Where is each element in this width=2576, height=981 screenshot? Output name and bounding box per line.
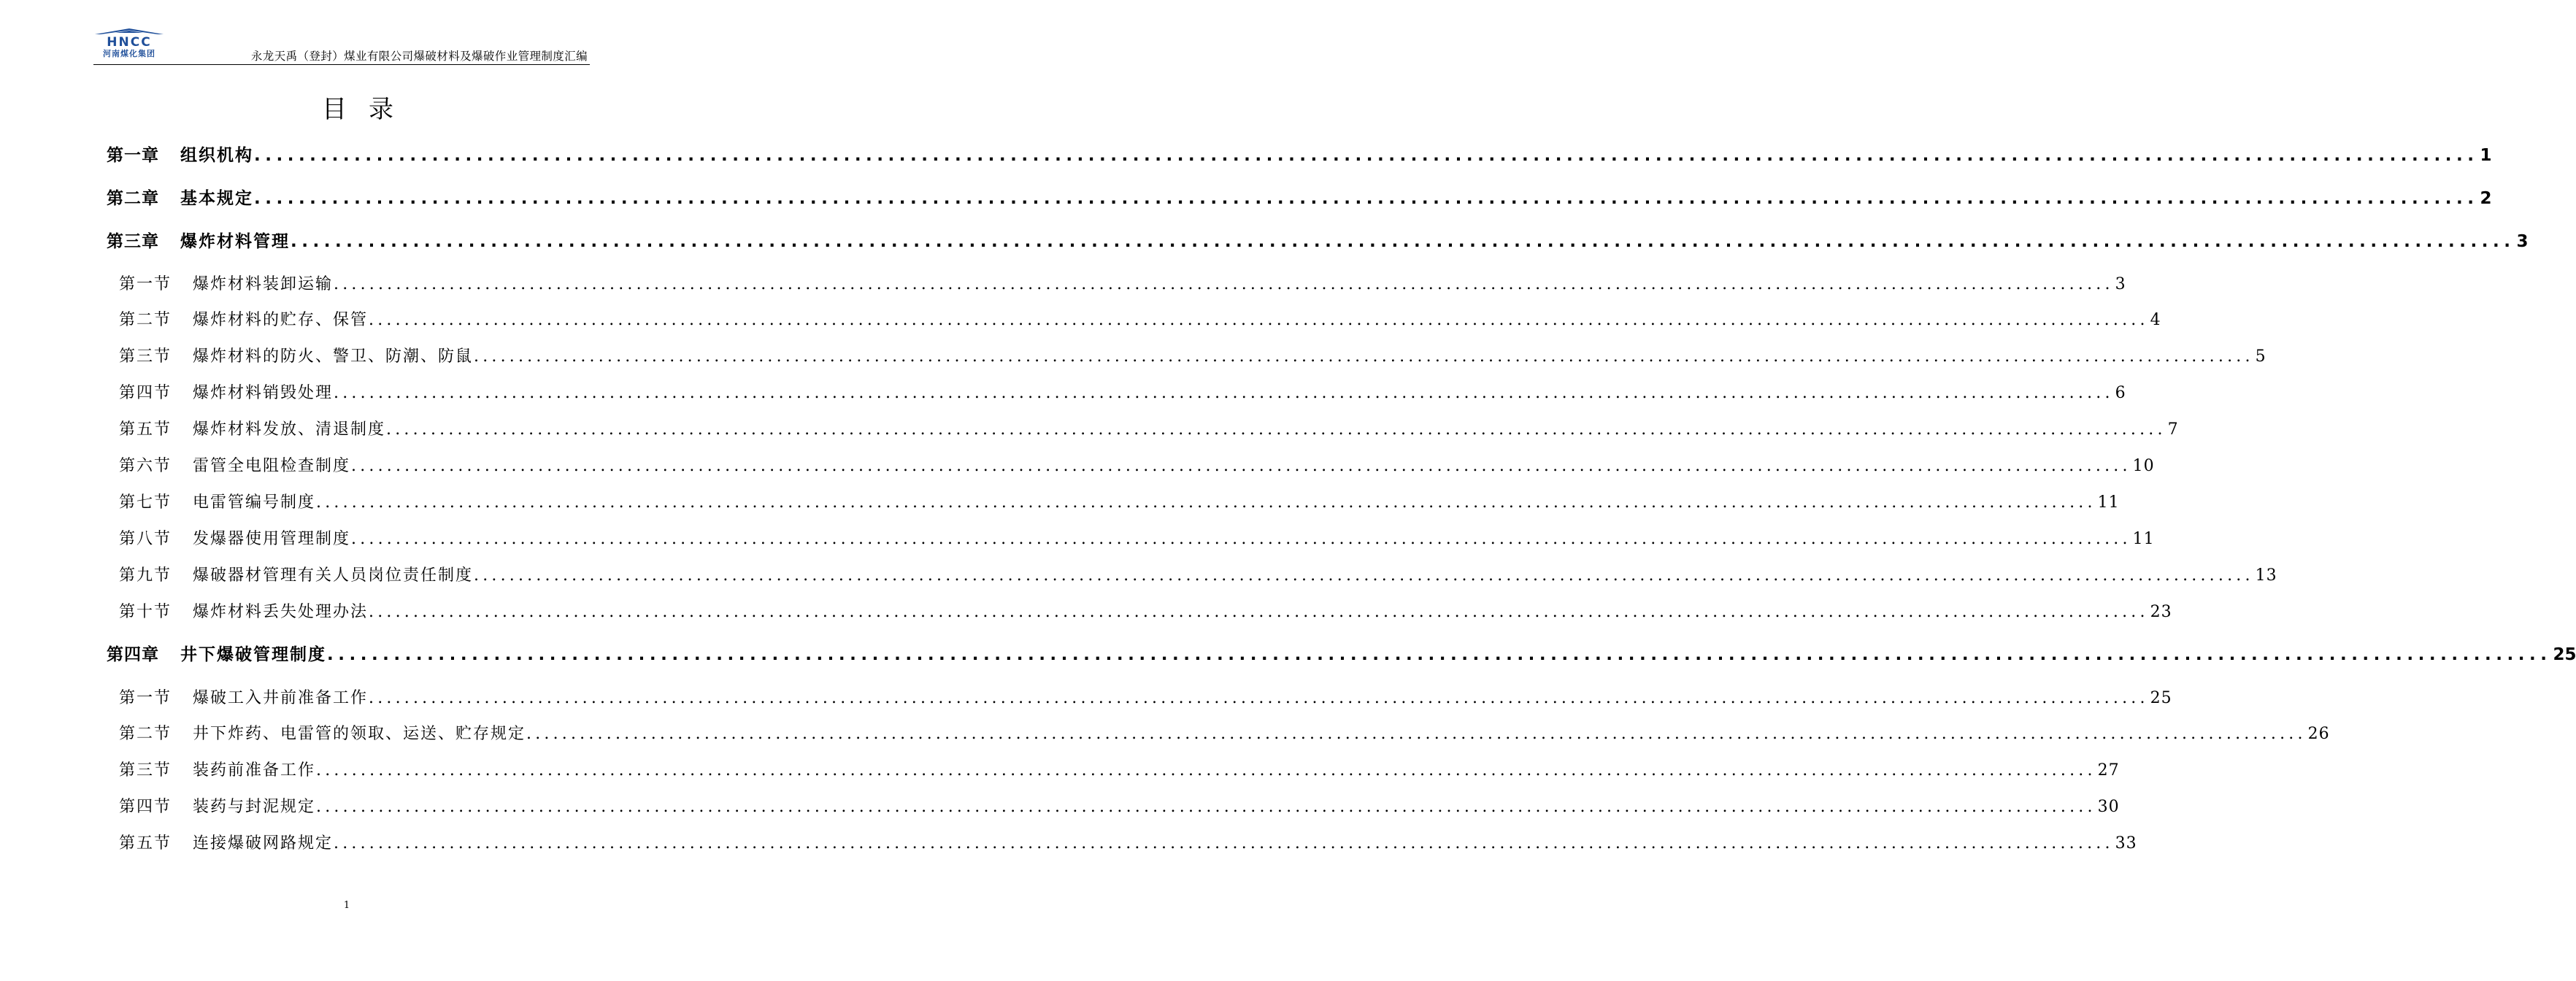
- toc-section-entry[interactable]: [119, 795, 2120, 820]
- toc-chapter-entry[interactable]: [107, 186, 2492, 211]
- toc-section-entry[interactable]: [119, 454, 2155, 479]
- toc-entry-title: 井下爆破管理制度: [180, 645, 326, 664]
- toc-entry-page: 13: [2255, 566, 2277, 585]
- toc-section-entry[interactable]: [119, 381, 2126, 406]
- toc-entry-number: 第八节: [119, 530, 172, 548]
- toc-chapter-entry[interactable]: [107, 229, 2529, 254]
- toc-section-entry[interactable]: [119, 686, 2172, 711]
- logo-text: HNCC: [107, 35, 152, 50]
- toc-entry-title: 井下炸药、电雷管的领取、运送、贮存规定: [193, 725, 526, 743]
- toc-entry-title: 爆炸材料发放、清退制度: [193, 420, 386, 439]
- toc-entry-title: 爆炸材料管理: [180, 232, 290, 251]
- toc-entry-title: 连接爆破网路规定: [193, 834, 334, 853]
- toc-entry-title: 组织机构: [180, 146, 253, 165]
- logo-chinese-name: 河南煤化集团: [103, 49, 155, 58]
- toc-entry-number: 第五节: [119, 420, 172, 439]
- toc-dot-leader: ........................................................................................................................................................................................................: [351, 530, 2131, 548]
- toc-entry-title: 爆炸材料装卸运输: [193, 275, 334, 293]
- toc-section-entry[interactable]: [119, 527, 2155, 552]
- toc-entry-number: 第一节: [119, 275, 172, 293]
- toc-entry-title: 装药前准备工作: [193, 761, 316, 780]
- toc-entry-number: 第二节: [119, 311, 172, 329]
- toc-entry-number: 第十节: [119, 603, 172, 621]
- toc-chapter-entry[interactable]: [107, 642, 2576, 667]
- toc-entry-page: 10: [2132, 457, 2155, 475]
- toc-entry-page: 1: [2480, 146, 2492, 165]
- toc-entry-number: 第二节: [119, 725, 172, 743]
- toc-entry-title: 爆炸材料的贮存、保管: [193, 311, 369, 329]
- toc-entry-page: 25: [2150, 689, 2172, 707]
- toc-dot-leader: ........................................................................................................................................................................................................: [334, 834, 2114, 853]
- toc-entry-title: 爆炸材料的防火、警卫、防潮、防鼠: [193, 347, 474, 366]
- toc-dot-leader: ........................................................................................................................................................................................................: [327, 645, 2552, 664]
- toc-section-entry[interactable]: [119, 600, 2172, 625]
- page-title: 目录: [322, 95, 415, 124]
- toc-entry-number: 第七节: [119, 493, 172, 512]
- toc-dot-leader: ........................................................................................................................................................................................................: [334, 275, 2114, 293]
- toc-entry-page: 7: [2167, 420, 2179, 439]
- toc-section-entry[interactable]: [119, 831, 2137, 856]
- toc-entry-number: 第六节: [119, 457, 172, 475]
- toc-entry-number: 第四节: [119, 798, 172, 816]
- toc-dot-leader: ........................................................................................................................................................................................................: [369, 603, 2149, 621]
- toc-entry-page: 26: [2307, 725, 2330, 743]
- header-divider: [93, 64, 590, 65]
- toc-dot-leader: ........................................................................................................................................................................................................: [526, 725, 2307, 743]
- toc-dot-leader: ........................................................................................................................................................................................................: [316, 493, 2096, 512]
- toc-entry-page: 2: [2480, 189, 2492, 208]
- document-header-title: 永龙天禹（登封）煤业有限公司爆破材料及爆破作业管理制度汇编: [250, 50, 588, 63]
- toc-entry-number: 第三节: [119, 761, 172, 780]
- toc-dot-leader: ........................................................................................................................................................................................................: [474, 566, 2254, 585]
- toc-entry-page: 4: [2150, 311, 2161, 329]
- toc-entry-title: 爆破工入井前准备工作: [193, 689, 369, 707]
- company-logo: [93, 28, 165, 61]
- toc-dot-leader: ........................................................................................................................................................................................................: [369, 311, 2149, 329]
- toc-entry-page: 33: [2115, 834, 2137, 853]
- toc-section-entry[interactable]: [119, 345, 2267, 369]
- toc-entry-page: 3: [2516, 232, 2529, 251]
- toc-entry-page: 23: [2150, 603, 2172, 621]
- toc-entry-page: 25: [2553, 645, 2576, 664]
- toc-entry-number: 第三章: [107, 232, 159, 251]
- toc-entry-number: 第四章: [107, 645, 159, 664]
- toc-dot-leader: ........................................................................................................................................................................................................: [334, 384, 2114, 402]
- toc-dot-leader: ........................................................................................................................................................................................................: [254, 189, 2479, 208]
- toc-entry-page: 30: [2097, 798, 2120, 816]
- toc-entry-page: 11: [2097, 493, 2120, 512]
- toc-section-entry[interactable]: [119, 308, 2161, 333]
- toc-section-entry[interactable]: [119, 722, 2330, 747]
- toc-section-entry[interactable]: [119, 563, 2277, 588]
- toc-entry-number: 第九节: [119, 566, 172, 585]
- toc-entry-title: 爆炸材料丢失处理办法: [193, 603, 369, 621]
- toc-entry-page: 5: [2255, 347, 2267, 366]
- toc-entry-number: 第五节: [119, 834, 172, 853]
- toc-dot-leader: ........................................................................................................................................................................................................: [316, 798, 2096, 816]
- toc-section-entry[interactable]: [119, 418, 2179, 442]
- toc-entry-title: 基本规定: [180, 189, 253, 208]
- toc-entry-title: 爆炸材料销毁处理: [193, 384, 334, 402]
- toc-entry-title: 爆破器材管理有关人员岗位责任制度: [193, 566, 474, 585]
- toc-section-entry[interactable]: [119, 490, 2120, 515]
- toc-entry-page: 11: [2132, 530, 2155, 548]
- toc-entry-page: 6: [2115, 384, 2126, 402]
- toc-entry-number: 第一节: [119, 689, 172, 707]
- page-number: 1: [343, 900, 350, 911]
- toc-entry-number: 第一章: [107, 146, 159, 165]
- toc-dot-leader: ........................................................................................................................................................................................................: [474, 347, 2254, 366]
- toc-entry-title: 雷管全电阻检查制度: [193, 457, 351, 475]
- toc-chapter-entry[interactable]: [107, 143, 2492, 168]
- toc-entry-number: 第二章: [107, 189, 159, 208]
- toc-dot-leader: ........................................................................................................................................................................................................: [386, 420, 2166, 439]
- toc-entry-title: 装药与封泥规定: [193, 798, 316, 816]
- toc-entry-page: 27: [2097, 761, 2120, 780]
- toc-dot-leader: ........................................................................................................................................................................................................: [254, 146, 2479, 165]
- toc-dot-leader: ........................................................................................................................................................................................................: [291, 232, 2515, 251]
- toc-section-entry[interactable]: [119, 758, 2120, 783]
- toc-entry-page: 3: [2115, 275, 2126, 293]
- toc-dot-leader: ........................................................................................................................................................................................................: [351, 457, 2131, 475]
- toc-entry-title: 电雷管编号制度: [193, 493, 316, 512]
- toc-entry-title: 发爆器使用管理制度: [193, 530, 351, 548]
- toc-entry-number: 第三节: [119, 347, 172, 366]
- toc-dot-leader: ........................................................................................................................................................................................................: [369, 689, 2149, 707]
- toc-section-entry[interactable]: [119, 272, 2126, 297]
- hncc-logo-icon: [93, 28, 165, 48]
- toc-entry-number: 第四节: [119, 384, 172, 402]
- toc-dot-leader: ........................................................................................................................................................................................................: [316, 761, 2096, 780]
